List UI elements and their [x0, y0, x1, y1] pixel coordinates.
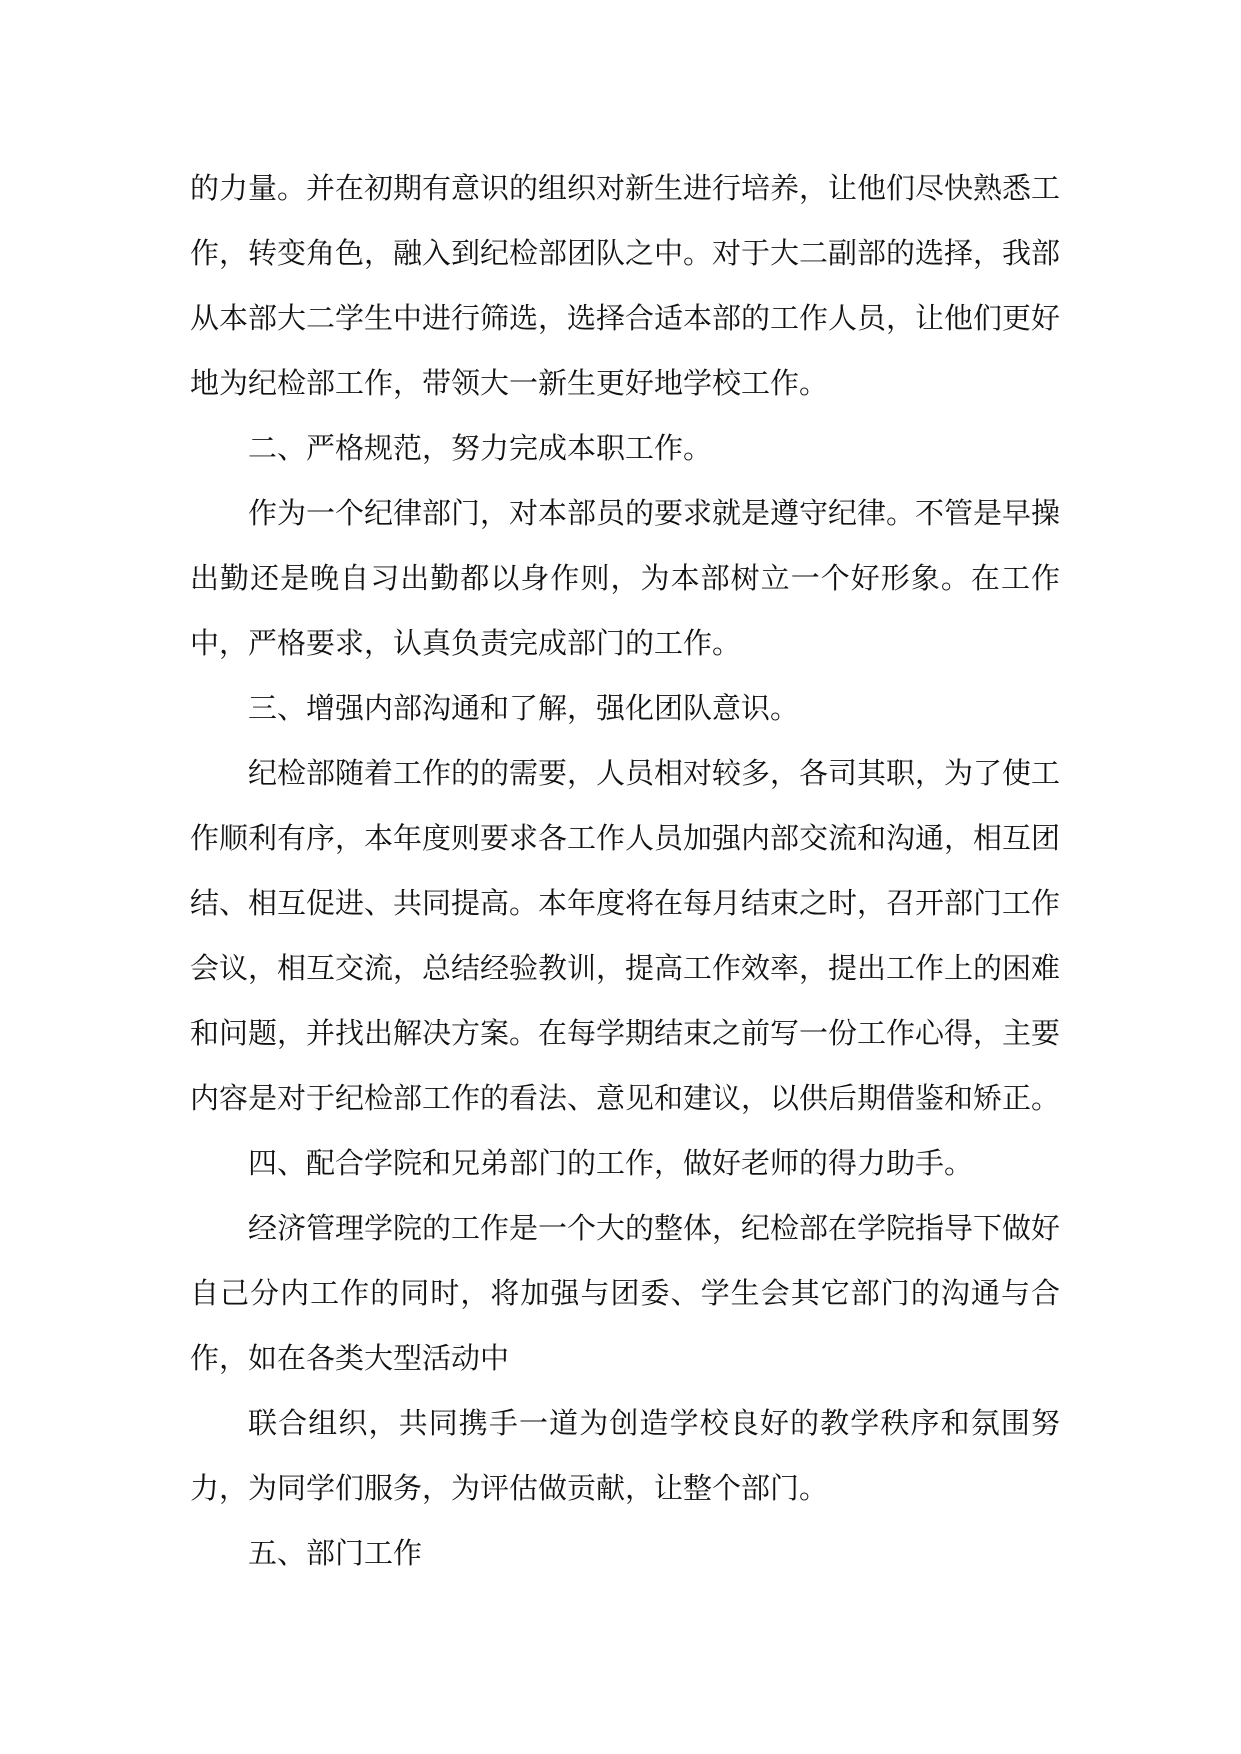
paragraph-discipline: 作为一个纪律部门，对本部员的要求就是遵守纪律。不管是早操出勤还是晚自习出勤都以身作则，为本部树立一个好形象。在工作中，严格要求，认真负责完成部门的工作。 — [190, 496, 1061, 660]
section-heading-3: 三、增强内部沟通和了解，强化团队意识。 — [248, 691, 800, 725]
document-body — [190, 156, 1060, 1586]
paragraph-continuation: 的力量。并在初期有意识的组织对新生进行培养，让他们尽快熟悉工作，转变角色，融入到纪检部团队之中。对于大二副部的选择，我部从本部大二学生中进行筛选，选择合适本部的工作人员，让他们更好地为纪检部工作，带领大一新生更好地学校工作。 — [190, 171, 1061, 400]
paragraph-communication: 纪检部随着工作的的需要，人员相对较多，各司其职，为了使工作顺利有序，本年度则要求各工作人员加强内部交流和沟通，相互团结、相互促进、共同提高。本年度将在每月结束之时，召开部门工作会议，相互交流，总结经验教训，提高工作效率，提出工作上的困难和问题，并找出解决方案。在每学期结束之前写一份工作心得，主要内容是对于纪检部工作的看法、意见和建议，以供后期借鉴和矫正。 — [190, 756, 1061, 1115]
paragraph-cooperation: 经济管理学院的工作是一个大的整体，纪检部在学院指导下做好自己分内工作的同时，将加强与团委、学生会其它部门的沟通与合作，如在各类大型活动中 — [190, 1211, 1061, 1375]
paragraph-joint-organization: 联合组织，共同携手一道为创造学校良好的教学秩序和氛围努力，为同学们服务，为评估做贡献，让整个部门。 — [190, 1406, 1060, 1505]
section-heading-2: 二、严格规范，努力完成本职工作。 — [248, 431, 713, 465]
section-heading-5: 五、部门工作 — [248, 1536, 423, 1570]
section-heading-4: 四、配合学院和兄弟部门的工作，做好老师的得力助手。 — [248, 1146, 974, 1180]
